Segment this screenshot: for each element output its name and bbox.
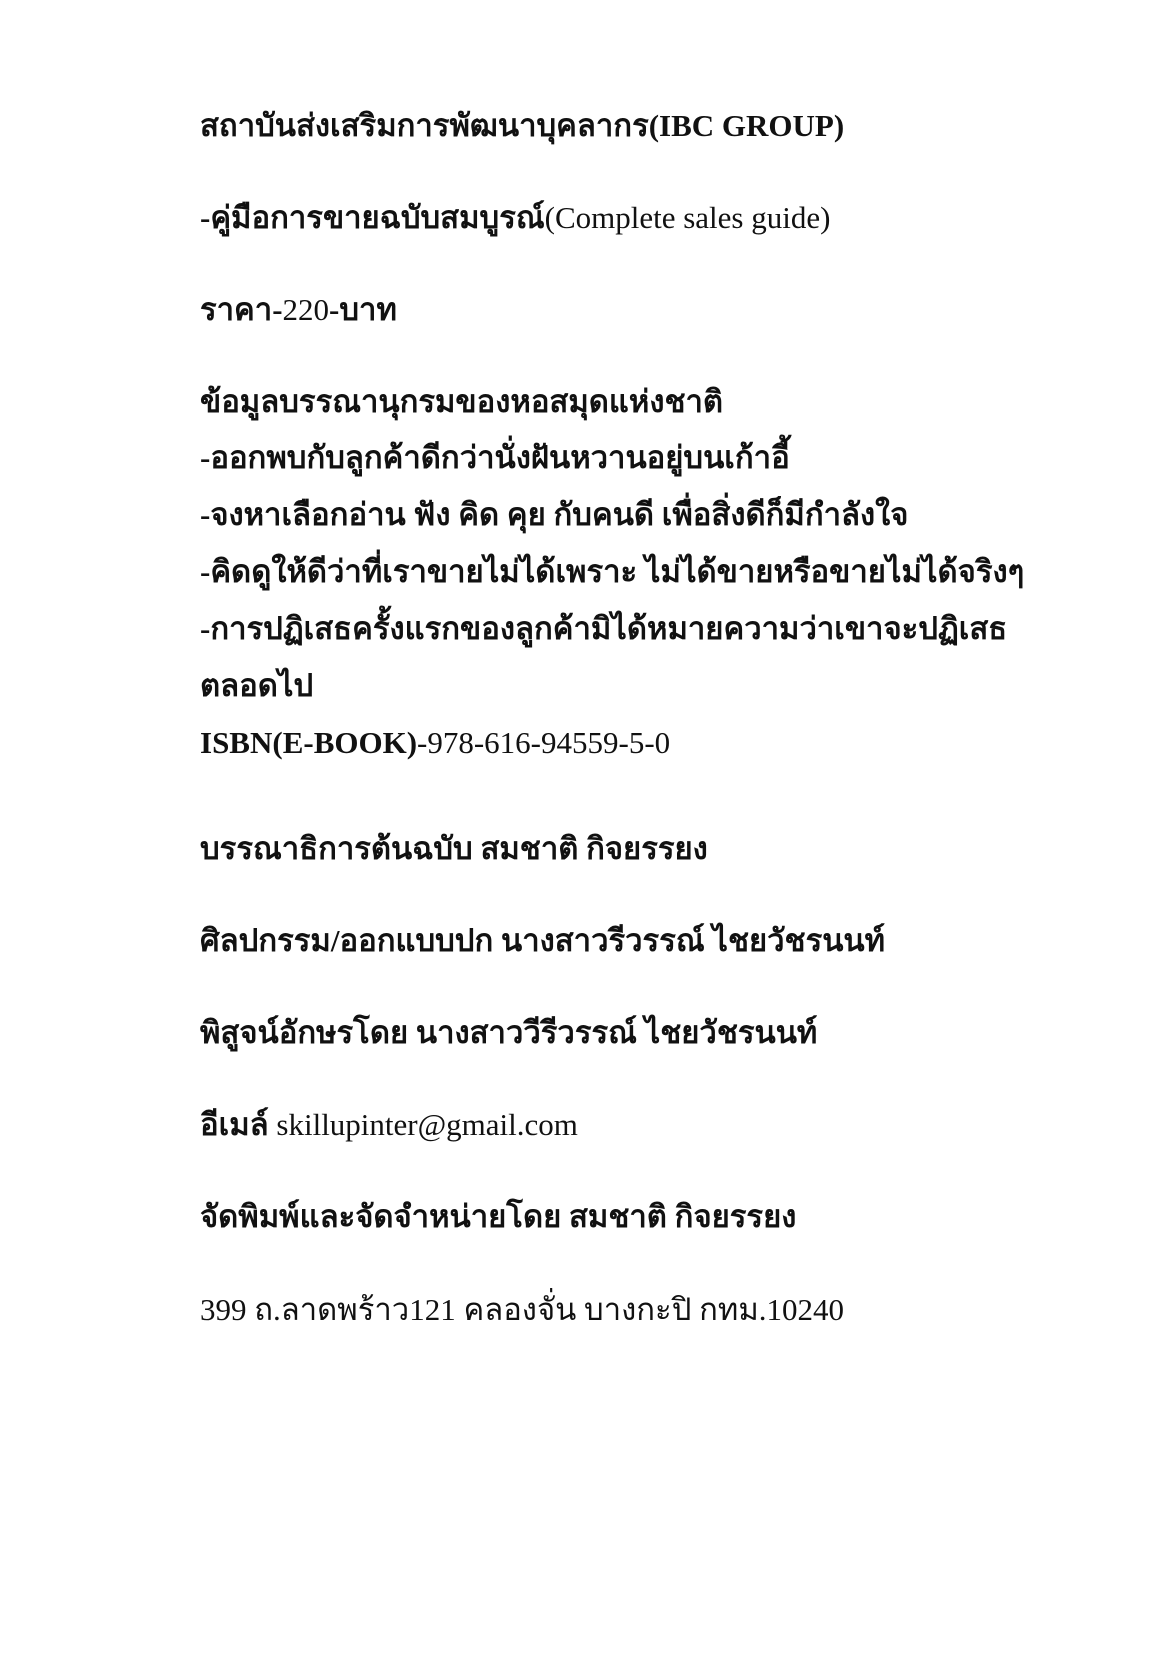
art-credit: ศิลปกรรม/ออกแบบปก นางสาวรีวรรณ์ ไชยวัชรนนท์ <box>200 923 886 958</box>
price <box>200 290 397 330</box>
book-title <box>200 198 830 238</box>
price-currency: -บาท <box>329 292 397 327</box>
institute-name: สถาบันส่งเสริมการพัฒนาบุคลากร(IBC GROUP) <box>200 108 845 143</box>
email-line <box>200 1105 578 1145</box>
book-title-english: (Complete sales guide) <box>544 200 831 235</box>
isbn-value: -978-616-94559-5-0 <box>417 725 671 760</box>
proofreading-credit: พิสูจน์อักษรโดย นางสาววีรีวรรณ์ ไชยวัชรนนท์ <box>200 1015 818 1050</box>
cataloging-line: -การปฏิเสธครั้งแรกของลูกค้ามิได้หมายความว่าเขาจะปฏิเสธ <box>200 611 1008 646</box>
isbn-label: ISBN(E-BOOK) <box>200 725 418 760</box>
editor-credit: บรรณาธิการต้นฉบับ สมชาติ กิจยรรยง <box>200 831 708 866</box>
publisher-address: 399 ถ.ลาดพร้าว121 คลองจั่น บางกะปิ กทม.10240 <box>200 1292 845 1327</box>
price-label: ราคา- <box>200 292 283 327</box>
cataloging-line: -คิดดูให้ดีว่าที่เราขายไม่ได้เพราะ ไม่ได้ขายหรือขายไม่ได้จริงๆ <box>200 554 1025 589</box>
email-address: skillupinter@gmail.com <box>276 1107 578 1142</box>
cataloging-line: ตลอดไป <box>200 668 314 703</box>
cataloging-line: -จงหาเลือกอ่าน ฟัง คิด คุย กับคนดี เพื่อสิ่งดีก็มีกำลังใจ <box>200 497 909 532</box>
price-amount: 220 <box>282 292 330 327</box>
book-title-thai: -คู่มือการขายฉบับสมบูรณ์ <box>200 200 545 235</box>
cataloging-line: -ออกพบกับลูกค้าดีกว่านั่งฝันหวานอยู่บนเก้าอี้ <box>200 440 790 475</box>
isbn <box>200 723 670 763</box>
email-label: อีเมล์ <box>200 1107 269 1142</box>
publisher-credit: จัดพิมพ์และจัดจำหน่ายโดย สมชาติ กิจยรรยง <box>200 1199 797 1234</box>
cataloging-heading: ข้อมูลบรรณานุกรมของหอสมุดแห่งชาติ <box>200 384 724 419</box>
